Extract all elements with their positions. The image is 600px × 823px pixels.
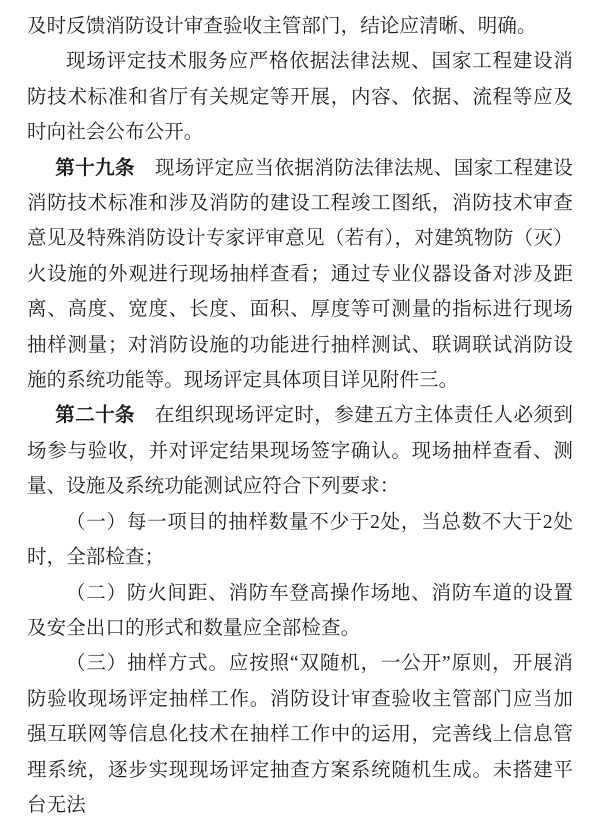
article-19-text: 现场评定应当依据消防法律法规、国家工程建设消防技术标准和涉及消防的建设工程竣工图纸，消防技术审查意见及特殊消防设计专家评审意见（若有），对建筑物防（灭）火设施的外观进行现场抽样查看；通过专业仪器设备对涉及距离、高度、宽度、长度、面积、厚度等可测量的指标进行现场抽样测量；对消防设施的功能进行抽样测试、联调联试消防设施的系统功能等。现场评定具体项目详见附件三。	[27, 157, 573, 392]
paragraph-article-20	[27, 398, 573, 504]
paragraph-list-item-3: （三）抽样方式。应按照“双随机，一公开”原则，开展消防验收现场评定抽样工作。消防设计审查验收主管部门应当加强互联网等信息化技术在抽样工作中的运用，完善线上信息管理系统，逐步实现现场评定抽查方案系统随机生成。未搭建平台无法	[27, 653, 573, 816]
article-19-number: 第十九条	[55, 156, 135, 179]
paragraph-list-item-2: （二）防火间距、消防车登高操作场地、消防车道的设置及安全出口的形式和数量应全部检查。	[27, 582, 573, 639]
article-20-text: 在组织现场评定时，参建五方主体责任人必须到场参与验收，并对评定结果现场签字确认。现场抽样查看、测量、设施及系统功能测试应符合下列要求：	[27, 405, 573, 498]
paragraph-field-evaluation-service: 现场评定技术服务应严格依据法律法规、国家工程建设消防技术标准和省厅有关规定等开展，内容、依据、流程等应及时向社会公布公开。	[27, 51, 573, 144]
paragraph-list-item-1: （一）每一项目的抽样数量不少于2处，当总数不大于2处时，全部检查；	[27, 511, 573, 569]
paragraph-continuation: 及时反馈消防设计审查验收主管部门，结论应清晰、明确。	[27, 16, 537, 37]
paragraph-article-19	[27, 151, 573, 399]
article-20-number: 第二十条	[55, 404, 135, 427]
